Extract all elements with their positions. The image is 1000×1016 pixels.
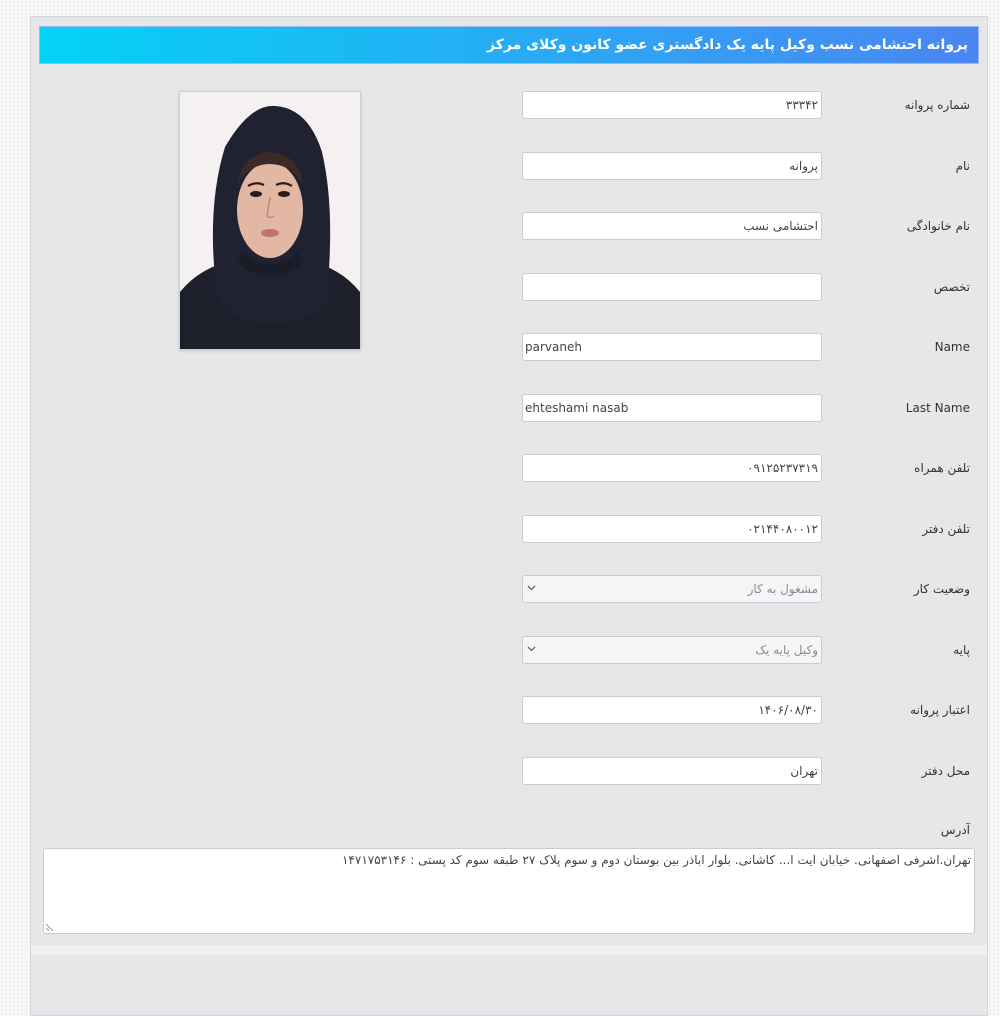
portrait-photo-icon	[180, 92, 360, 349]
field-input[interactable]	[522, 273, 822, 301]
field-label: Name	[934, 340, 970, 354]
field-value: parvaneh	[525, 340, 582, 354]
chevron-down-icon[interactable]	[527, 585, 536, 591]
lawyer-photo	[179, 91, 361, 350]
field-label: تلفن همراه	[914, 461, 970, 475]
field-value: وکیل پایه یک	[755, 643, 818, 657]
field-input[interactable]	[522, 696, 822, 724]
field-label: وضعیت کار	[913, 582, 970, 596]
field-value: ۰۹۱۲۵۲۳۷۳۱۹	[747, 461, 818, 475]
field-label: تخصص	[933, 280, 970, 294]
field-input[interactable]	[522, 91, 822, 119]
field-input[interactable]	[522, 757, 822, 785]
field-value: مشغول به کار	[747, 582, 818, 596]
field-select[interactable]	[522, 575, 822, 603]
license-panel	[30, 16, 988, 1016]
field-value: پروانه	[789, 159, 818, 173]
page-title: پروانه احتشامی نسب وکیل پایه یک دادگستری عضو کانون وکلای مرکز	[487, 37, 968, 53]
field-label: محل دفتر	[921, 764, 970, 778]
field-label: اعتبار پروانه	[910, 703, 970, 717]
field-label: شماره پروانه	[904, 98, 970, 112]
field-input[interactable]	[522, 212, 822, 240]
field-value: ۳۳۳۴۲	[785, 98, 818, 112]
field-label: پایه	[953, 643, 970, 657]
field-value: ۰۲۱۴۴۰۸۰۰۱۲	[747, 522, 818, 536]
field-input[interactable]	[522, 394, 822, 422]
field-value: احتشامی نسب	[743, 219, 818, 233]
field-label: نام	[955, 159, 970, 173]
field-input[interactable]	[522, 454, 822, 482]
field-value: تهران	[790, 764, 818, 778]
resize-handle-icon[interactable]	[46, 923, 54, 931]
field-value: ۱۴۰۶/۰۸/۳۰	[758, 703, 818, 717]
field-input[interactable]	[522, 333, 822, 361]
field-input[interactable]	[522, 515, 822, 543]
chevron-down-icon[interactable]	[527, 646, 536, 652]
field-input[interactable]	[522, 152, 822, 180]
address-label: آدرس	[940, 823, 970, 837]
address-textarea[interactable]	[43, 848, 975, 934]
address-value: تهران.اشرفی اصفهانی. خیابان ایت ا... کاشانی. بلوار اباذر بین بوستان دوم و سوم پلاک ۲۷ طبقه سوم کد پستی : ۱۴۷۱۷۵۳۱۴۶	[341, 853, 971, 867]
panel-header	[39, 26, 979, 64]
field-label: تلفن دفتر	[922, 522, 970, 536]
field-value: ehteshami nasab	[525, 401, 629, 415]
field-label: Last Name	[905, 401, 970, 415]
field-select[interactable]	[522, 636, 822, 664]
form-footer	[31, 945, 987, 955]
field-label: نام خانوادگی	[906, 219, 970, 233]
